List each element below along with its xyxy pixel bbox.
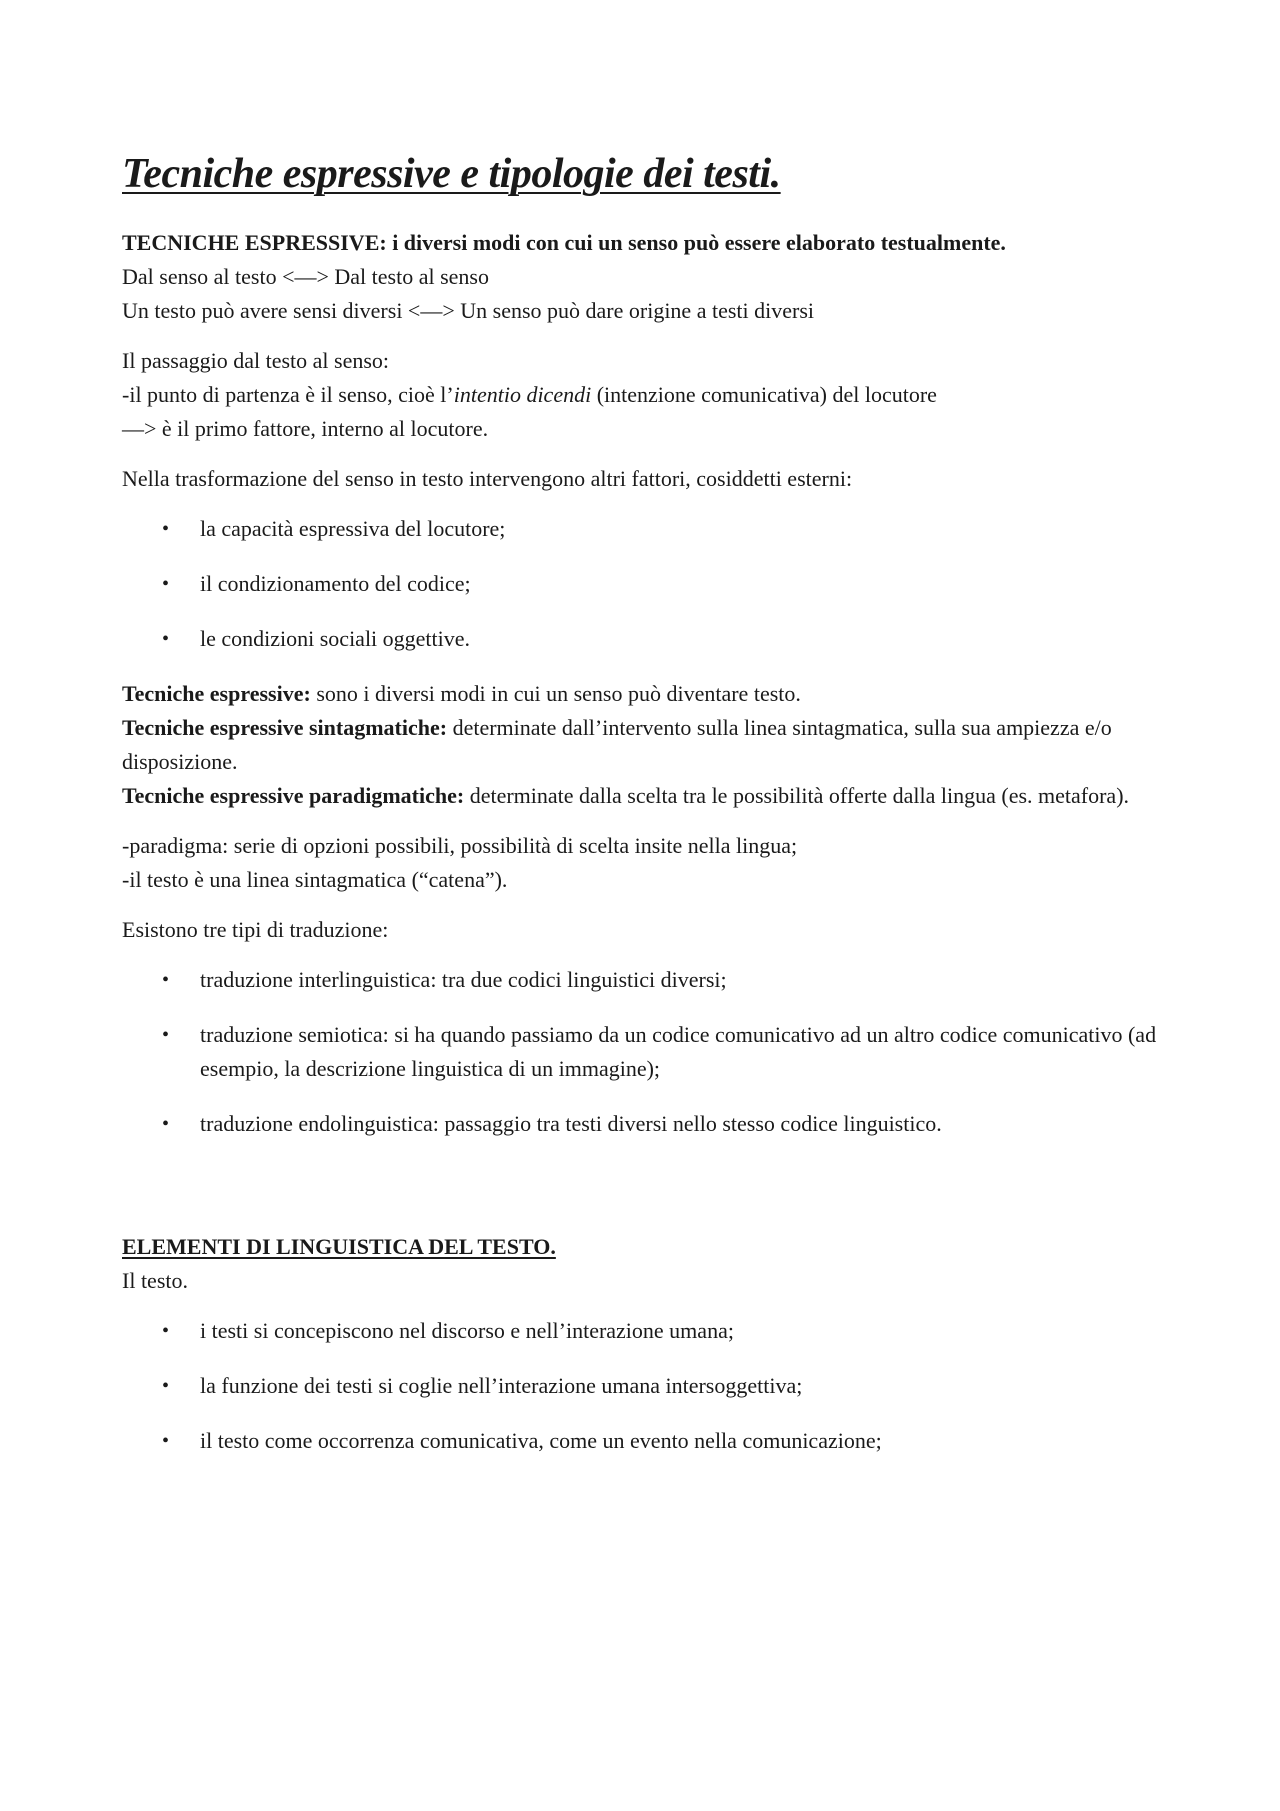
term-label: Tecniche espressive sintagmatiche:	[122, 715, 448, 740]
tecniche-sintagmatiche-def	[122, 711, 1172, 779]
list-item: • la funzione dei testi si coglie nell’interazione umana intersoggettiva;	[122, 1369, 1172, 1403]
intentio-dicendi-italic: intentio dicendi	[453, 382, 592, 407]
section-heading-linguistica: ELEMENTI DI LINGUISTICA DEL TESTO.	[122, 1234, 556, 1259]
passaggio-title: Il passaggio dal testo al senso:	[122, 348, 390, 373]
passaggio-text-pre: -il punto di partenza è il senso, cioè l’	[122, 382, 454, 407]
traduzioni-list	[122, 963, 1172, 1141]
section-subtitle-testo: Il testo.	[122, 1268, 188, 1293]
list-item: • traduzione semiotica: si ha quando passiamo da un codice comunicativo ad un altro codice comunicativo (ad esempio, la descrizione linguistica di un immagine);	[122, 1018, 1172, 1086]
term-text: sono i diversi modi in cui un senso può diventare testo.	[310, 681, 801, 706]
term-text: determinate dall’intervento sulla linea sintagmatica, sulla sua ampiezza e/o disposizione.	[122, 715, 1112, 774]
list-item: • traduzione endolinguistica: passaggio tra testi diversi nello stesso codice linguistico.	[122, 1107, 1172, 1141]
traduzione-intro: Esistono tre tipi di traduzione:	[122, 917, 389, 942]
fattori-list	[122, 512, 1172, 656]
page-title: Tecniche espressive e tipologie dei testi.	[122, 151, 781, 197]
term-label: Tecniche espressive:	[122, 681, 311, 706]
list-item: • le condizioni sociali oggettive.	[122, 622, 1172, 656]
term-label: Tecniche espressive paradigmatiche:	[122, 783, 465, 808]
list-item: • traduzione interlinguistica: tra due codici linguistici diversi;	[122, 963, 1172, 997]
catena-line: -il testo è una linea sintagmatica (“catena”).	[122, 867, 508, 892]
paradigma-line: -paradigma: serie di opzioni possibili, possibilità di scelta insite nella lingua;	[122, 833, 798, 858]
primo-fattore-line: —> è il primo fattore, interno al locutore.	[122, 416, 489, 441]
list-item: • i testi si concepiscono nel discorso e nell’interazione umana;	[122, 1314, 1172, 1348]
passaggio-text-post: (intenzione comunicativa) del locutore	[591, 382, 937, 407]
definition-bold-text: TECNICHE ESPRESSIVE: i diversi modi con cui un senso può essere elaborato testualmente.	[122, 230, 1006, 255]
list-item: • la capacità espressiva del locutore;	[122, 512, 1172, 546]
senso-testo-line: Dal senso al testo <—> Dal testo al senso	[122, 264, 489, 289]
list-item: • il condizionamento del codice;	[122, 567, 1172, 601]
trasformazione-paragraph: Nella trasformazione del senso in testo intervengono altri fattori, cosiddetti esterni:	[122, 466, 853, 491]
document-page	[122, 148, 1172, 1479]
testo-list	[122, 1314, 1172, 1458]
tecniche-paradigmatiche-def	[122, 779, 1172, 813]
list-item: • il testo come occorrenza comunicativa, come un evento nella comunicazione;	[122, 1424, 1172, 1458]
tecniche-espressive-def	[122, 677, 1172, 711]
passaggio-punto-partenza	[122, 378, 1172, 412]
definition-tecniche-espressive	[122, 226, 1172, 260]
term-text: determinate dalla scelta tra le possibilità offerte dalla lingua (es. metafora).	[464, 783, 1130, 808]
testo-sensi-line: Un testo può avere sensi diversi <—> Un senso può dare origine a testi diversi	[122, 298, 815, 323]
